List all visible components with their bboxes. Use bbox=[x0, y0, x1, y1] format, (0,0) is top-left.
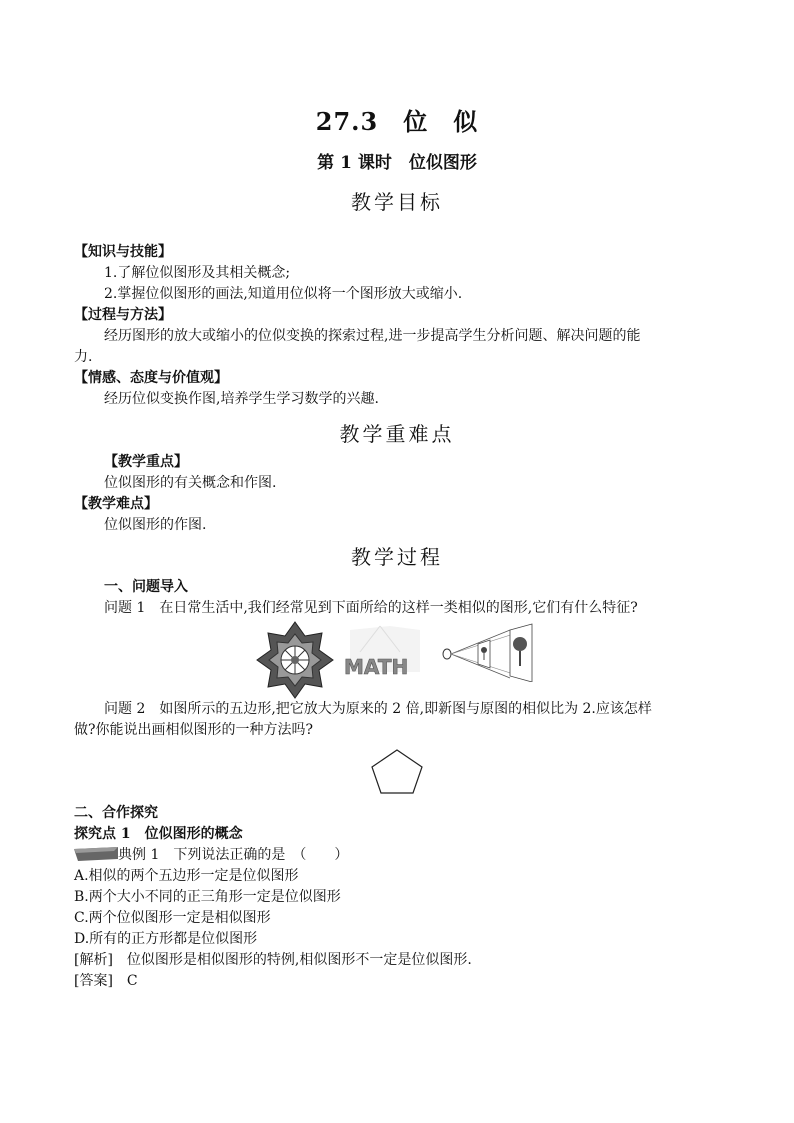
exploration-point-heading: 探究点 1 位似图形的概念 bbox=[74, 826, 243, 842]
option-d: D.所有的正方形都是位似图形 bbox=[74, 931, 258, 947]
option-c: C.两个位似图形一定是相似图形 bbox=[74, 910, 271, 926]
goals-heading-process: 【过程与方法】 bbox=[74, 307, 172, 323]
process-part-heading: 一、问题导入 bbox=[104, 579, 188, 595]
process-part-heading: 二、合作探究 bbox=[74, 805, 158, 821]
example-1-question: 典例 1 下列说法正确的是 （ ） bbox=[118, 847, 349, 863]
question-1: 问题 1 在日常生活中,我们经常见到下面所给的这样一类相似的图形,它们有什么特征? bbox=[104, 600, 638, 616]
math-text: MATH bbox=[344, 655, 409, 679]
example-marker-icon bbox=[74, 847, 118, 861]
keypoints-heading-focus: 【教学重点】 bbox=[104, 454, 188, 470]
math-text-figure bbox=[340, 622, 430, 682]
question-2-line1: 问题 2 如图所示的五边形,把它放大为原来的 2 倍,即新图与原图的相似比为 2.应该怎样 bbox=[104, 701, 652, 717]
option-a: A.相似的两个五边形一定是位似图形 bbox=[74, 868, 299, 884]
section-heading-process: 教学过程 bbox=[351, 545, 443, 569]
goals-line: 经历位似变换作图,培养学生学习数学的兴趣. bbox=[104, 391, 379, 407]
lesson-subtitle: 第 1 课时 位似图形 bbox=[317, 153, 477, 173]
goals-line: 1.了解位似图形及其相关概念; bbox=[104, 265, 291, 281]
goals-line: 力. bbox=[74, 349, 93, 365]
section-heading-goals: 教学目标 bbox=[351, 190, 443, 214]
goals-line: 2.掌握位似图形的画法,知道用位似将一个图形放大或缩小. bbox=[104, 286, 463, 302]
option-b: B.两个大小不同的正三角形一定是位似图形 bbox=[74, 889, 341, 905]
section-heading-keypoints: 教学重难点 bbox=[339, 422, 455, 446]
pentagon-figure bbox=[368, 748, 426, 796]
projection-figure bbox=[440, 622, 540, 682]
analysis-text: [解析] 位似图形是相似图形的特例,相似图形不一定是位似图形. bbox=[74, 952, 472, 968]
goals-heading-emotion: 【情感、态度与价值观】 bbox=[74, 370, 228, 386]
page-title: 27.3 位 似 bbox=[315, 107, 479, 136]
goals-line: 经历图形的放大或缩小的位似变换的探索过程,进一步提高学生分析问题、解决问题的能 bbox=[104, 328, 641, 344]
keypoints-line: 位似图形的有关概念和作图. bbox=[104, 475, 277, 491]
keypoints-line: 位似图形的作图. bbox=[104, 517, 207, 533]
star-ornament-figure bbox=[255, 620, 335, 700]
answer-text: [答案] C bbox=[74, 973, 138, 989]
question-2-line2: 做?你能说出画相似图形的一种方法吗? bbox=[74, 722, 314, 738]
goals-heading-knowledge: 【知识与技能】 bbox=[74, 244, 172, 260]
keypoints-heading-difficulty: 【教学难点】 bbox=[74, 496, 158, 512]
